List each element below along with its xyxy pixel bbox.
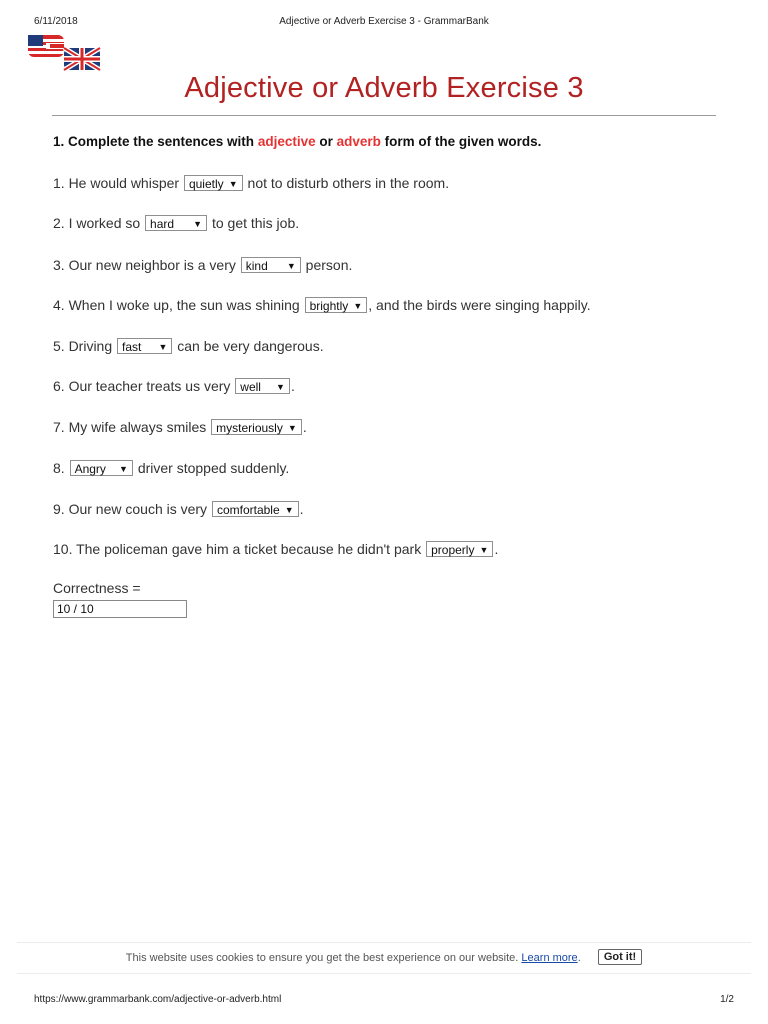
- question-text-after: driver stopped suddenly.: [133, 460, 290, 476]
- answer-value: properly: [431, 543, 475, 558]
- answer-value: comfortable: [216, 503, 280, 518]
- question-3: [53, 256, 352, 274]
- answer-select-1[interactable]: [184, 175, 243, 191]
- got-it-button[interactable]: Got it!: [598, 949, 642, 965]
- instruction-adverb: adverb: [336, 134, 381, 149]
- dropdown-arrow-icon: ▼: [119, 464, 128, 475]
- correctness-label: Correctness =: [53, 580, 141, 596]
- question-text-before: 7. My wife always smiles: [53, 419, 211, 435]
- print-header: [0, 16, 768, 30]
- question-4: [53, 296, 591, 314]
- print-footer: [0, 994, 768, 1008]
- question-text-before: 3. Our new neighbor is a very: [53, 257, 240, 273]
- question-text-after: person.: [301, 257, 353, 273]
- question-text-before: 5. Driving: [53, 338, 117, 354]
- instruction-middle: or: [315, 134, 337, 149]
- answer-value: hard: [150, 217, 175, 232]
- learn-more-link[interactable]: Learn more: [521, 952, 578, 964]
- answer-value: mysteriously: [216, 421, 283, 436]
- question-text-after: not to disturb others in the room.: [243, 175, 450, 191]
- dropdown-arrow-icon: ▼: [287, 423, 297, 434]
- question-text-before: 4. When I woke up, the sun was shining: [53, 297, 304, 313]
- question-text-after: .: [494, 541, 499, 557]
- question-text-before: 9. Our new couch is very: [53, 501, 211, 517]
- question-text-after: .: [299, 501, 304, 517]
- answer-select-8[interactable]: [70, 460, 133, 476]
- dropdown-arrow-icon: ▼: [284, 505, 294, 516]
- question-5: [53, 337, 324, 355]
- answer-select-6[interactable]: [235, 378, 290, 394]
- answer-select-9[interactable]: [212, 501, 299, 517]
- exercise-instruction: [53, 134, 541, 149]
- dropdown-arrow-icon: ▼: [228, 179, 238, 190]
- question-text-after: .: [302, 419, 307, 435]
- cookie-text: This website uses cookies to ensure you get the best experience on our website.: [125, 952, 519, 964]
- cookie-banner: [17, 942, 751, 974]
- question-text-before: 8.: [53, 460, 69, 476]
- dropdown-arrow-icon: ▼: [158, 342, 168, 353]
- answer-value: fast: [122, 340, 142, 355]
- answer-value: brightly: [309, 299, 349, 314]
- answer-value: kind: [245, 259, 268, 274]
- answer-select-2[interactable]: [145, 215, 207, 231]
- answer-select-10[interactable]: [426, 541, 493, 557]
- title-divider: [52, 115, 716, 116]
- page-title: Adjective or Adverb Exercise 3: [184, 72, 584, 104]
- answer-select-4[interactable]: [305, 297, 368, 313]
- dropdown-arrow-icon: ▼: [286, 261, 296, 272]
- question-text-after: .: [290, 378, 295, 394]
- question-text-before: 6. Our teacher treats us very: [53, 378, 235, 394]
- question-text-after: to get this job.: [208, 215, 300, 231]
- answer-select-3[interactable]: [241, 257, 301, 273]
- question-6: [53, 377, 295, 395]
- question-9: [53, 500, 304, 518]
- question-10: [53, 540, 498, 558]
- instruction-prefix: 1. Complete the sentences with: [53, 134, 258, 149]
- question-text-before: 1. He would whisper: [53, 175, 183, 191]
- question-1: [53, 174, 449, 192]
- print-page-number: 1/2: [720, 994, 734, 1005]
- question-text-before: 2. I worked so: [53, 215, 145, 231]
- answer-value: Angry: [74, 462, 106, 477]
- instruction-adjective: adjective: [257, 134, 316, 149]
- answer-value: well: [240, 380, 261, 395]
- dropdown-arrow-icon: ▼: [353, 301, 363, 312]
- logo-graphic: [26, 34, 102, 72]
- answer-select-5[interactable]: [117, 338, 172, 354]
- answer-value: quietly: [188, 177, 224, 192]
- dropdown-arrow-icon: ▼: [479, 545, 489, 556]
- cookie-dot: .: [577, 952, 581, 964]
- dropdown-arrow-icon: ▼: [276, 382, 285, 393]
- question-2: [53, 214, 299, 232]
- correctness-score-field[interactable]: 10 / 10: [53, 600, 187, 618]
- grammarbank-logo[interactable]: [26, 34, 102, 72]
- question-text-before: 10. The policeman gave him a ticket because he didn't park: [53, 541, 426, 557]
- question-7: [53, 418, 307, 436]
- instruction-suffix: form of the given words.: [380, 134, 542, 149]
- print-page-title: Adjective or Adverb Exercise 3 - GrammarBank: [279, 16, 489, 27]
- question-8: [53, 459, 289, 477]
- question-text-after: can be very dangerous.: [173, 338, 324, 354]
- print-url: https://www.grammarbank.com/adjective-or-adverb.html: [34, 994, 282, 1005]
- question-text-after: , and the birds were singing happily.: [368, 297, 591, 313]
- print-date: 6/11/2018: [34, 16, 78, 27]
- dropdown-arrow-icon: ▼: [193, 219, 203, 230]
- answer-select-7[interactable]: [211, 419, 302, 435]
